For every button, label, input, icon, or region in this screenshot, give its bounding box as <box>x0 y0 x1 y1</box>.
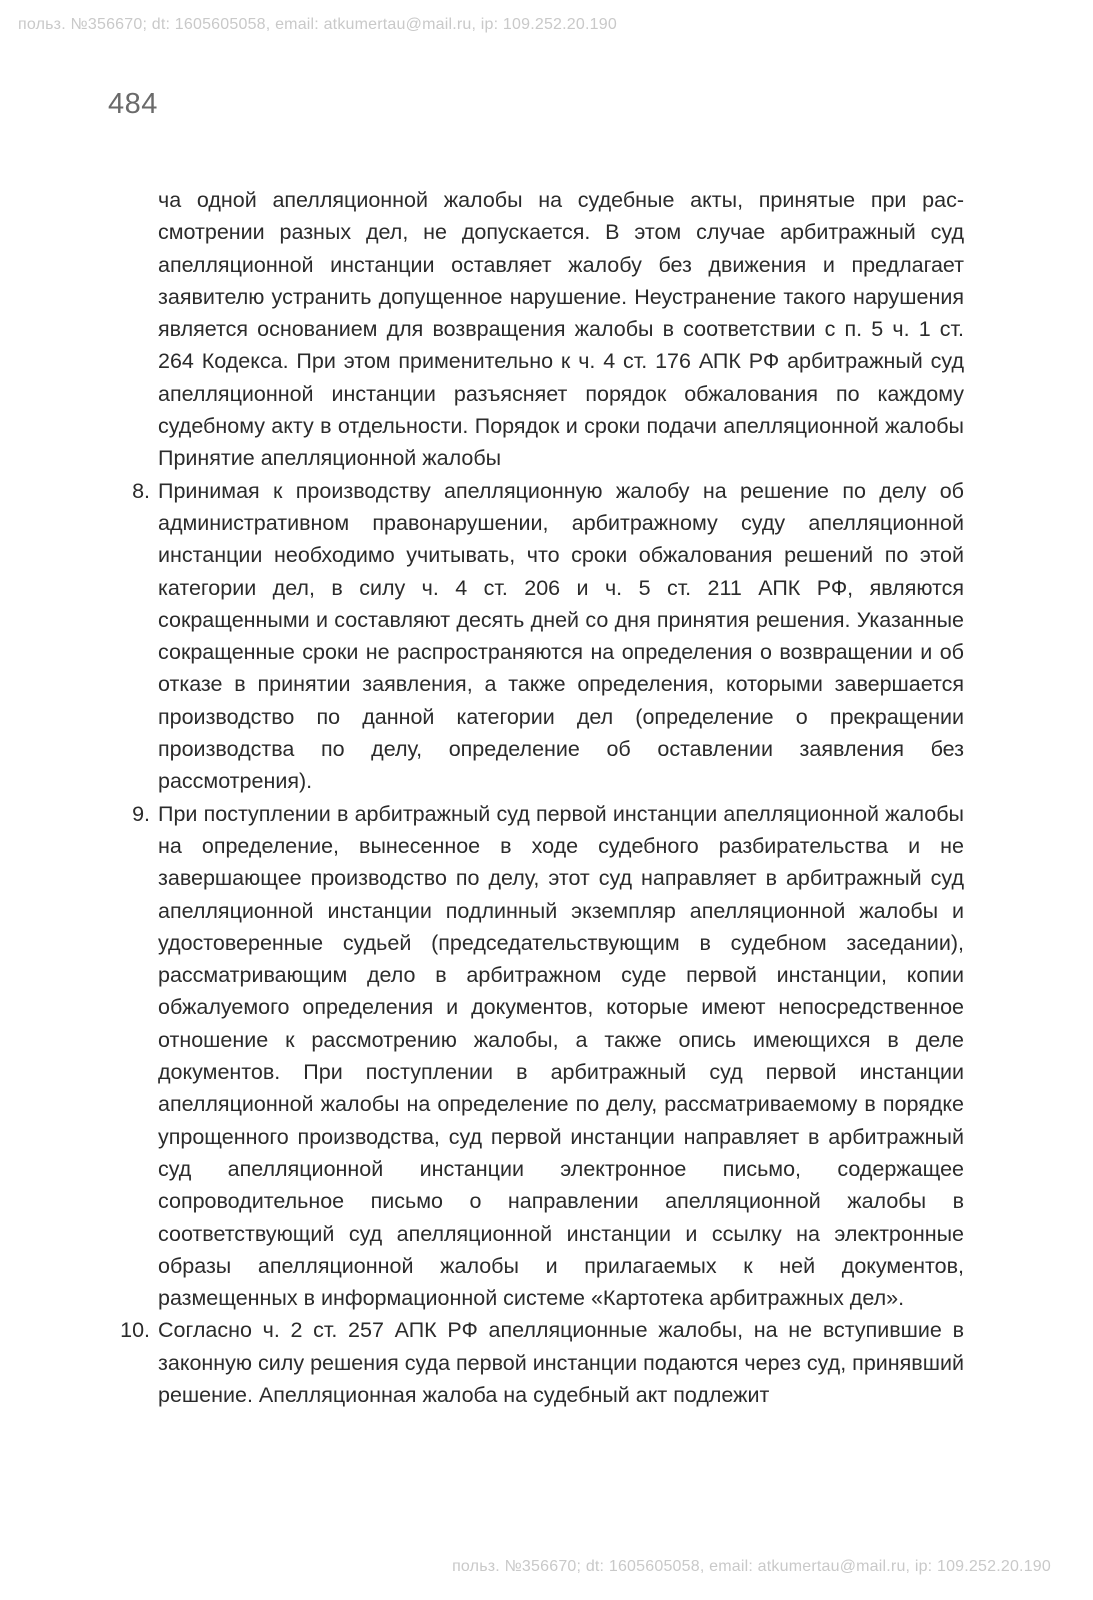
numbered-list <box>120 475 964 1412</box>
list-item-number: 10. <box>120 1318 150 1343</box>
list-item-text: Принимая к производству апелляционную жалобу на решение по делу об административном правонарушении, арбитражному суду апелляционной инстанции необходимо учитывать, что сроки обжалования решений по этой категории дел, в силу ч. 4 ст. 206 и ч. 5 ст. 211 АПК РФ, являются сокращенными и составляют десять дней со дня принятия решения. Указанные сокращенные сроки не распространяются на определения о возвращении и об отказе в принятии заявления, а также определения, которыми завершается производство по данной категории дел (определение о прекращении производства по делу, определение об оставлении заявления без рассмотрения). <box>158 478 964 794</box>
list-item <box>132 475 964 798</box>
list-item-number: 8. <box>132 478 150 503</box>
page-body <box>120 184 964 1411</box>
watermark-bottom: польз. №356670; dt: 1605605058, email: atkumertau@mail.ru, ip: 109.252.20.190 <box>452 1558 1051 1575</box>
list-item-text: Согласно ч. 2 ст. 257 АПК РФ апелляционные жалобы, на не вступившие в законную силу решения суда первой инстанции подаются через суд, принявший решение. Апелляционная жалоба на судебный акт подлежит <box>158 1318 964 1407</box>
page-number: 484 <box>108 88 158 120</box>
list-item-text: При поступлении в арбитражный суд первой инстанции апелляционной жалобы на определение, вынесенное в ходе судебного разбирательства и не завершающее производство по делу, этот суд направляет в арбитражный суд апелляционной инстанции подлинный экземпляр апелляционной жалобы и удостоверенные судьей (председательствующим в судебном заседании), рассматривающим дело в арбитражном суде первой инстанции, копии обжалуемого определения и документов, которые имеют непосредственное отношение к рассмотрению жалобы, а также опись имеющихся в деле документов. При поступлении в арбитражный суд первой инстанции апелляционной жалобы на определение по делу, рассматриваемому в порядке упрощенного производства, суд первой инстанции направляет в арбитражный суд апелляционной инстанции электронное письмо, содержащее сопроводительное письмо о направлении апелляционной жалобы в соответствующий суд апелляционной инстанции и ссылку на электронные образы апелляционной жалобы и прилагаемых к ней документов, размещенных в информационной системе «Картотека арбитражных дел». <box>158 801 964 1311</box>
list-item <box>132 798 964 1315</box>
list-item <box>120 1314 964 1411</box>
watermark-top: польз. №356670; dt: 1605605058, email: atkumertau@mail.ru, ip: 109.252.20.190 <box>18 16 617 33</box>
list-item-number: 9. <box>132 801 150 826</box>
continuation-paragraph: ча одной апелляционной жалобы на судебные акты, принятые при рассмотрении разных дел, не допускается. В этом случае арбитражный суд апелляционной инстанции оставляет жалобу без движения и предлагает заявителю устранить допущенное нарушение. Неустранение такого нарушения является основанием для возвращения жалобы в соответствии с п. 5 ч. 1 ст. 264 Кодекса. При этом применительно к ч. 4 ст. 176 АПК РФ арбитражный суд апелляционной инстанции разъясняет порядок обжалования по каждому судебному акту в отдельности. Порядок и сроки подачи апелляционной жалобы Принятие апелляционной жалобы <box>158 188 964 471</box>
